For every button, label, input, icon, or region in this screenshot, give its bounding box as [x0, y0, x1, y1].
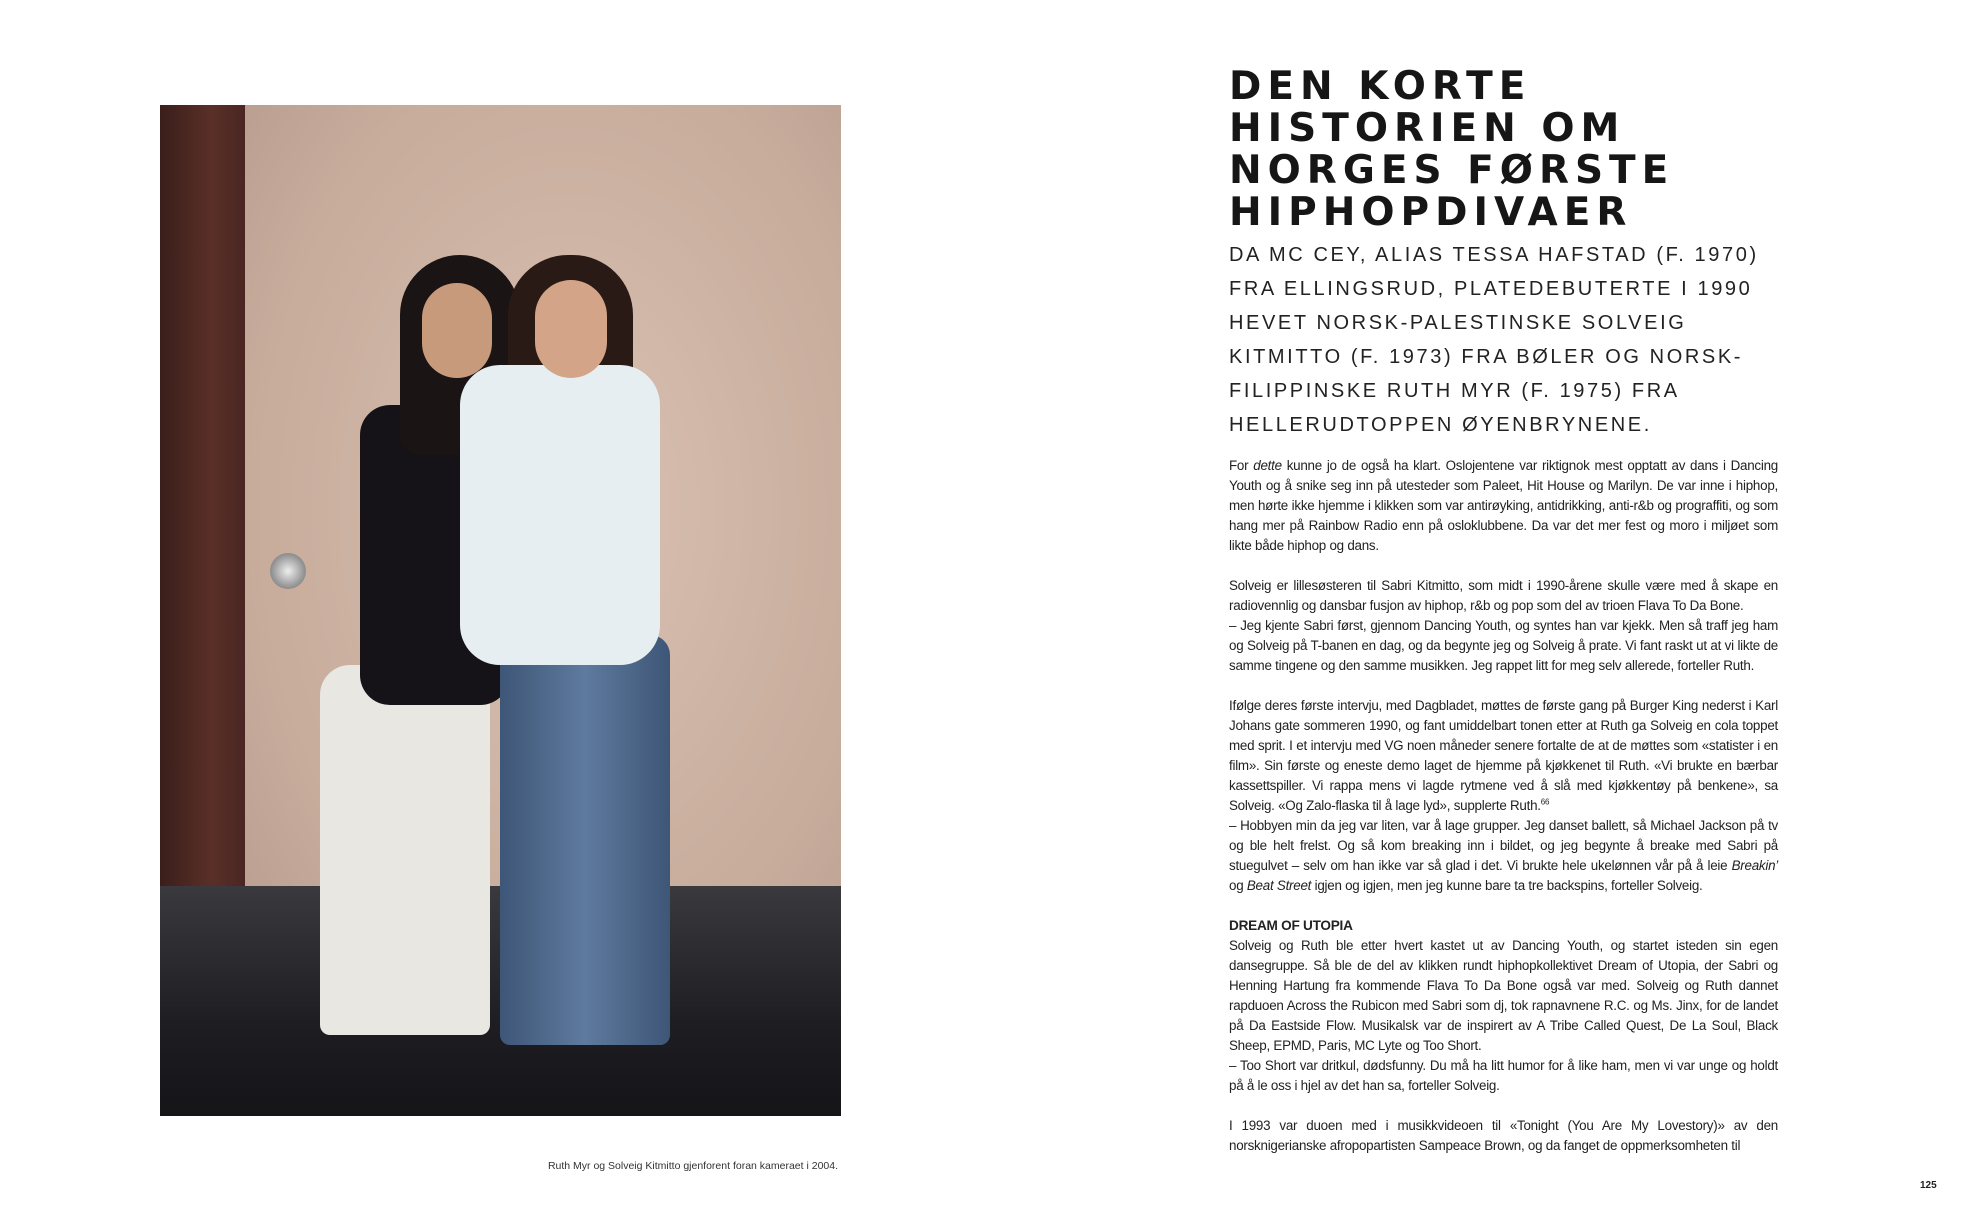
photo-door-knob: [270, 553, 306, 589]
footnote-ref: 66: [1540, 797, 1550, 807]
article-body: [1229, 456, 1778, 1176]
article-column: [1229, 66, 1789, 1176]
article-subtitle: DA MC CEY, ALIAS TESSA HAFSTAD (F. 1970) FRA ELLINGSRUD, PLATEDEBUTERTE I 1990 HEVET NORSK-PALESTINSKE SOLVEIG KITMITTO (F. 1973) FRA BØLER OG NORSK-FILIPPINSKE RUTH MYR (F. 1975) FRA HELLERUDTOPPEN ØYENBRYNENE.: [1229, 244, 1759, 436]
paragraph: [1229, 696, 1778, 816]
article-title: [1229, 66, 1789, 234]
page-number: 125: [1920, 1180, 1937, 1191]
title-line: DEN KORTE: [1229, 64, 1532, 109]
photo-figure-right-legs: [500, 635, 670, 1045]
paragraph: Solveig og Ruth ble etter hvert kastet ut av Dancing Youth, og startet isteden sin egen dansegruppe. Så ble de del av klikken rundt hiphopkollektivet Dream of Utopia, der Sabri og Henning Hartung fra kommende Flava To Da Bone også var med. Solveig og Ruth dannet rapduoen Across the Rubicon med Sabri som dj, tok rapnavnene R.C. og Ms. Jinx, for de landet på Da Eastside Flow. Musikalsk var de inspirert av A Tribe Called Quest, De La Soul, Black Sheep, EPMD, Paris, MC Lyte og Too Short.: [1229, 938, 1778, 1053]
text: og: [1229, 878, 1247, 893]
paragraph: I 1993 var duoen med i musikkvideoen til «Tonight (You Are My Lovestory)» av den norsknigerianske afropopartisten Sampeace Brown, og da fanget de oppmerksomheten til: [1229, 1118, 1778, 1153]
photo-caption: Ruth Myr og Solveig Kitmitto gjenforent foran kameraet i 2004.: [547, 1160, 838, 1172]
italic-text: Beat Street: [1246, 878, 1312, 893]
text: igjen og igjen, men jeg kunne bare ta tre backspins, forteller Solveig.: [1311, 878, 1703, 893]
italic-text: dette: [1253, 458, 1282, 473]
section-heading: DREAM OF UTOPIA: [1229, 918, 1353, 933]
title-line: HIPHOPDIVAER: [1229, 190, 1633, 235]
photo-figure-left-legs: [320, 665, 490, 1035]
paragraph: – Jeg kjente Sabri først, gjennom Dancing Youth, og syntes han var kjekk. Men så traff jeg ham og Solveig på T-banen en dag, og da begynte jeg og Solveig å prate. Vi fant raskt ut at vi likte de samme tingene og den samme musikken. Jeg rappet litt for meg selv allerede, forteller Ruth.: [1229, 618, 1778, 673]
photo-figure-right-face: [535, 280, 607, 378]
photo-door: [160, 105, 245, 895]
italic-text: Breakin’: [1731, 858, 1778, 873]
title-line: NORGES FØRSTE: [1229, 148, 1675, 193]
photo-ruth-and-solveig: [160, 105, 841, 1116]
text: kunne jo de også ha klart. Oslojentene var riktignok mest opptatt av dans i Dancing Youth og å snike seg inn på utesteder som Paleet, Hit House og Marilyn. De var inne i hiphop, men hørte ikke hjemme i klikken som var antirøyking, antidrikking, anti-r&b og prograffiti, og som hang mer på Rainbow Radio enn på osloklubbene. Da var det mer fest og moro i miljøet som likte både hiphop og dans.: [1229, 458, 1778, 553]
title-line: HISTORIEN OM: [1229, 106, 1626, 151]
text: For: [1229, 458, 1254, 473]
text: Ifølge deres første intervju, med Dagbladet, møttes de første gang på Burger King nederst i Karl Johans gate sommeren 1990, og fant umiddelbart tonen etter at Ruth ga Solveig en cola toppet med sprit. I et intervju med VG noen måneder senere fortalte de at de møttes som «statister i en film». Sin første og eneste demo laget de hjemme på kjøkkenet til Ruth. «Vi brukte en bærbar kassettspiller. Vi rappa mens vi lagde rytmene ved å slå med kjøkkentøy på benkene», sa Solveig. «Og Zalo-flaska til å lage lyd», supplerte Ruth.: [1229, 698, 1778, 813]
photo-figure-right-torso: [460, 365, 660, 665]
paragraph: [1229, 816, 1778, 896]
paragraph: Solveig er lillesøsteren til Sabri Kitmitto, som midt i 1990-årene skulle være med å skape en radiovennlig og dansbar fusjon av hiphop, r&b og pop som del av trioen Flava To Da Bone.: [1229, 578, 1778, 613]
paragraph: [1229, 456, 1778, 556]
text: – Hobbyen min da jeg var liten, var å lage grupper. Jeg danset ballett, så Michael Jackson på tv og ble helt frelst. Og så kom breaking inn i bildet, og jeg begynte å breake med Sabri på stuegulvet – selv om han ikke var så glad i det. Vi brukte hele ukelønnen vår på å leie: [1229, 818, 1778, 873]
photo-figure-left-face: [422, 283, 492, 378]
paragraph: – Too Short var dritkul, dødsfunny. Du må ha litt humor for å like ham, men vi var unge og holdt på å le oss i hjel av det han sa, forteller Solveig.: [1229, 1058, 1778, 1093]
